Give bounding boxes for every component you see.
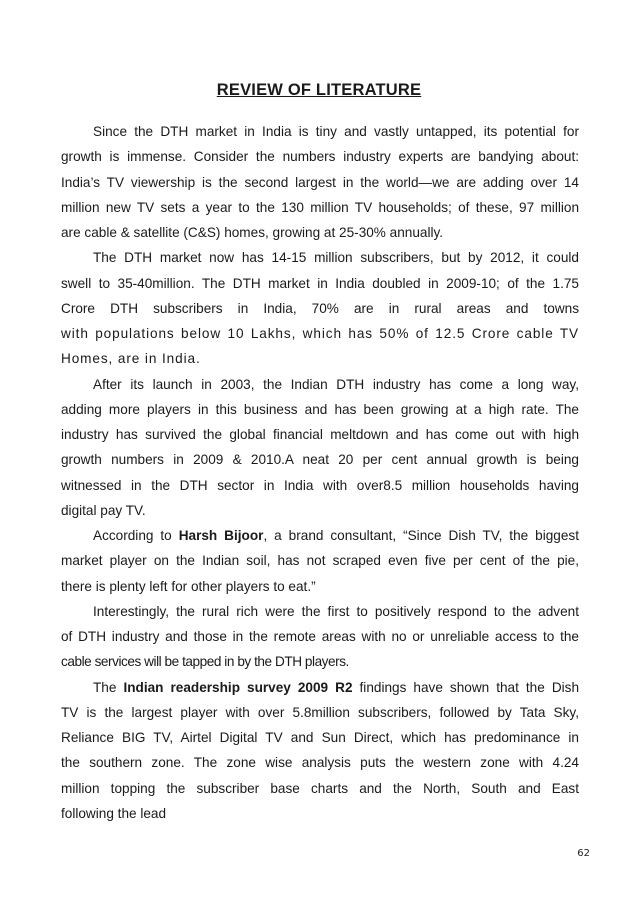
- text-line: witnessed in the DTH sector in India with over8.5 million households having: [61, 477, 579, 493]
- text-line: industry has survived the global financial meltdown and has come out with high: [61, 427, 579, 442]
- text-line: swell to 35-40million. The DTH market in India doubled in 2009-10; of the 1.75: [61, 275, 579, 291]
- text-segment: , a brand consultant, “Since Dish TV, the biggest: [263, 528, 579, 543]
- page-title: REVIEW OF LITERATURE: [216, 81, 422, 99]
- text-line: cable services will be tapped in by the DTH players.: [61, 654, 349, 670]
- page-number: 62: [577, 848, 590, 859]
- bold-text: Indian readership survey 2009 R2: [123, 679, 353, 695]
- text-segment: The: [93, 679, 124, 695]
- text-line: [61, 675, 579, 700]
- text-line: following the lead: [61, 805, 167, 821]
- text-line: million topping the subscriber base charts and the North, South and East: [61, 780, 579, 796]
- text-line: market player on the Indian soil, has not scraped even five per cent of the pie,: [61, 553, 579, 569]
- text-line: with populations below 10 Lakhs, which has 50% of 12.5 Crore cable TV: [61, 326, 579, 341]
- text-line: India’s TV viewership is the second largest in the world—we are adding over 14: [61, 174, 579, 190]
- text-line: of DTH industry and those in the remote areas with no or unreliable access to the: [61, 629, 579, 644]
- text-line: Since the DTH market in India is tiny and vastly untapped, its potential for: [93, 124, 579, 139]
- text-line: TV is the largest player with over 5.8million subscribers, followed by Tata Sky,: [61, 704, 579, 720]
- text-line: million new TV sets a year to the 130 million TV households; of these, 97 million: [61, 199, 579, 215]
- text-line: Crore DTH subscribers in India, 70% are in rural areas and towns: [61, 300, 579, 316]
- text-line: Homes, are in India.: [61, 351, 201, 367]
- text-line: digital pay TV.: [61, 502, 146, 518]
- text-line: The DTH market now has 14-15 million subscribers, but by 2012, it could: [93, 250, 579, 266]
- text-segment: findings have shown that the Dish: [352, 679, 580, 695]
- text-line: Reliance BIG TV, Airtel Digital TV and Sun Direct, which has predominance in: [61, 730, 579, 745]
- text-line: Interestingly, the rural rich were the first to positively respond to the advent: [93, 603, 579, 619]
- text-line: [61, 523, 579, 548]
- text-line: the southern zone. The zone wise analysis puts the western zone with 4.24: [61, 755, 579, 771]
- bold-text: Harsh Bijoor: [178, 528, 264, 543]
- text-segment: According to: [93, 528, 179, 543]
- text-line: After its launch in 2003, the Indian DTH industry has come a long way,: [93, 376, 579, 392]
- text-line: there is plenty left for other players to eat.”: [61, 578, 316, 594]
- text-line: are cable & satellite (C&S) homes, growing at 25-30% annually.: [61, 225, 444, 240]
- body-text: [61, 119, 579, 826]
- text-line: growth numbers in 2009 & 2010.A neat 20 per cent annual growth is being: [61, 452, 579, 468]
- text-line: growth is immense. Consider the numbers industry experts are bandying about:: [61, 149, 579, 165]
- text-line: adding more players in this business and has been growing at a high rate. The: [61, 401, 579, 417]
